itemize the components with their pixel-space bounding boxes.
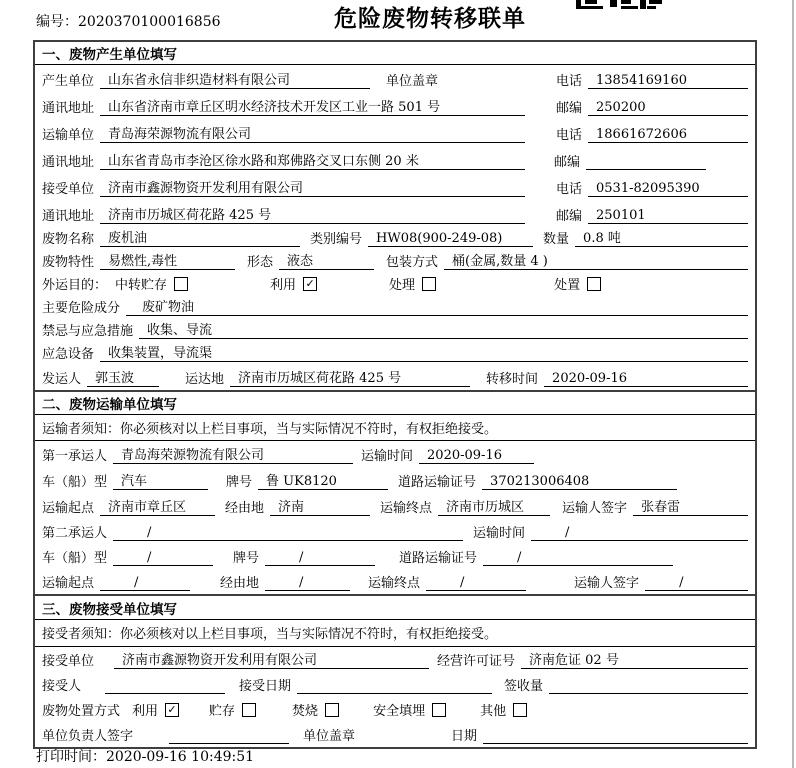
receive-unit-label: 接受单位 <box>42 654 95 669</box>
hazard-row <box>35 296 755 319</box>
waste-code-label: 类别编号 <box>310 232 363 247</box>
carrier-sign-label: 运输人签字 <box>562 501 628 516</box>
transporter-phone-label: 电话 <box>555 128 582 143</box>
producer-zip-value: 250200 <box>588 100 748 116</box>
first-carrier-row <box>35 441 755 467</box>
carrier-sign-value: 张春雷 <box>633 496 748 516</box>
carrier2-sign-label: 运输人签字 <box>574 576 640 591</box>
signed-amount-value <box>549 678 748 694</box>
sender-label: 发运人 <box>42 372 82 387</box>
vehicle-type-value: 汽车 <box>113 470 208 490</box>
accept-date-label: 接受日期 <box>239 679 292 694</box>
serial-number: 2020370100016856 <box>78 14 221 30</box>
hazard-value: 废矿物油 <box>126 296 748 316</box>
equipment-value: 收集装置，导流渠 <box>100 342 748 362</box>
receive-notice-row <box>35 620 755 647</box>
purpose-option-transfer-storage <box>115 274 188 293</box>
transporter-unit-label: 运输单位 <box>42 128 95 143</box>
disposal-option-label: 其他 <box>480 704 507 719</box>
vehicle2-row <box>35 544 755 569</box>
waste-name-row <box>35 227 755 250</box>
taboo-value: 收集、导流 <box>139 319 748 339</box>
accept-date-value <box>297 678 492 694</box>
transporter-zip-label: 邮编 <box>553 155 580 170</box>
plate2-label: 牌号 <box>233 551 260 566</box>
receiver-unit-value: 济南市鑫源物资开发利用有限公司 <box>100 177 525 197</box>
accept-person-label: 接受人 <box>42 679 82 694</box>
purpose-label: 外运目的： <box>42 278 108 293</box>
license-label: 经营许可证号 <box>437 654 516 669</box>
disposal-option-label: 焚烧 <box>292 704 319 719</box>
waste-form-label: 形态 <box>247 255 274 270</box>
producer-address-label: 通讯地址 <box>42 101 95 116</box>
waste-name-value: 废机油 <box>100 227 300 247</box>
plate2-value: / <box>265 550 375 566</box>
waste-trait-value: 易燃性,毒性 <box>100 250 235 270</box>
producer-unit-label: 产生单位 <box>42 74 95 89</box>
transfer-form <box>33 40 757 749</box>
disposal-option-store <box>209 700 256 719</box>
receiver-phone-value: 0531-82095390 <box>588 181 748 197</box>
route-end-value: 济南市历城区 <box>438 496 550 516</box>
road-cert2-value: / <box>483 550 673 566</box>
taboo-row <box>35 319 755 342</box>
section-receive <box>35 594 755 747</box>
checkbox-landfill-icon <box>432 703 446 717</box>
print-time-line <box>36 746 254 766</box>
second-carrier-row <box>35 519 755 544</box>
disposal-label: 废物处置方式 <box>42 704 121 719</box>
disposal-option-landfill <box>373 700 446 719</box>
destination-label: 运达地 <box>185 372 225 387</box>
signoff-row <box>35 722 755 747</box>
road-cert-label: 道路运输证号 <box>398 475 477 490</box>
plate-label: 牌号 <box>226 475 253 490</box>
route2-end-label: 运输终点 <box>368 576 421 591</box>
print-time-value: 2020-09-16 10:49:51 <box>106 749 255 765</box>
equipment-label: 应急设备 <box>42 347 95 362</box>
transport-time2-value: / <box>531 525 748 541</box>
waste-code-value: HW08(900-249-08) <box>368 231 533 247</box>
transporter-phone-value: 18661672606 <box>588 127 748 143</box>
receive-notice-text: 接受者须知：你必须核对以上栏目事项，当与实际情况不符时，有权拒绝接受。 <box>42 627 498 642</box>
receiver-phone-label: 电话 <box>555 182 582 197</box>
route-via-label: 经由地 <box>225 501 265 516</box>
section2-header: 二、废物运输单位填写 <box>35 392 755 415</box>
transport-time2-label: 运输时间 <box>473 526 526 541</box>
receiver-address-value: 济南市历城区荷花路 425 号 <box>100 204 525 224</box>
equipment-row <box>35 342 755 365</box>
route-via-value: 济南 <box>270 496 370 516</box>
disposal-option-label: 利用 <box>132 704 159 719</box>
transporter-address-row <box>35 146 755 173</box>
transporter-address-value: 山东省青岛市李沧区徐水路和郑佛路交叉口东侧 20 米 <box>100 150 525 170</box>
producer-phone-label: 电话 <box>555 74 582 89</box>
route2-via-label: 经由地 <box>220 576 260 591</box>
sender-value: 郭玉波 <box>87 367 159 387</box>
route-start-label: 运输起点 <box>42 501 95 516</box>
vehicle-type2-label: 车（船）型 <box>42 551 108 566</box>
vehicle-type-label: 车（船）型 <box>42 475 108 490</box>
transporter-unit-value: 青岛海荣源物流有限公司 <box>100 123 525 143</box>
accept-row <box>35 672 755 697</box>
checkbox-store-icon <box>242 703 256 717</box>
producer-address-row <box>35 92 755 119</box>
purpose-option-treat <box>389 274 436 293</box>
producer-phone-value: 13854169160 <box>588 73 748 89</box>
second-carrier-value: / <box>113 525 463 541</box>
section3-header: 三、废物接受单位填写 <box>35 596 755 620</box>
route2-start-label: 运输起点 <box>42 576 95 591</box>
route2-end-value: / <box>426 575 526 591</box>
second-carrier-label: 第二承运人 <box>42 526 108 541</box>
checkbox-utilize-icon: ✓ <box>303 277 317 291</box>
section-producer <box>35 42 755 390</box>
serial-number-line <box>36 11 221 31</box>
producer-zip-label: 邮编 <box>555 101 582 116</box>
producer-address-value: 山东省济南市章丘区明水经济技术开发区工业一路 501 号 <box>100 96 525 116</box>
qr-code-fragment-icon <box>576 0 668 9</box>
unit-stamp-label: 单位盖章 <box>386 74 439 89</box>
receiver-unit-label: 接受单位 <box>42 182 95 197</box>
road-cert2-label: 道路运输证号 <box>399 551 478 566</box>
transporter-zip-value <box>586 154 706 170</box>
disposal-option-utilize <box>132 700 179 719</box>
purpose-option-label: 处理 <box>389 278 416 293</box>
waste-qty-value: 0.8 吨 <box>575 227 748 247</box>
section1-header: 一、废物产生单位填写 <box>35 42 755 65</box>
responsible-sign-value <box>169 728 289 744</box>
checkbox-utilize2-icon: ✓ <box>165 703 179 717</box>
route2-via-value: / <box>265 575 350 591</box>
accept-person-value <box>105 678 225 694</box>
receiver-address-label: 通讯地址 <box>42 209 95 224</box>
vehicle1-row <box>35 467 755 493</box>
route-start-value: 济南市章丘区 <box>100 496 215 516</box>
dispatch-row <box>35 365 755 390</box>
transfer-time-label: 转移时间 <box>486 372 539 387</box>
license-value: 济南危证 02 号 <box>521 649 748 669</box>
purpose-option-utilize <box>270 274 317 293</box>
checkbox-other-icon <box>513 703 527 717</box>
first-carrier-label: 第一承运人 <box>42 449 108 464</box>
signoff-date-label: 日期 <box>451 729 478 744</box>
receiver-zip-value: 250101 <box>588 208 748 224</box>
first-carrier-value: 青岛海荣源物流有限公司 <box>113 444 353 464</box>
taboo-label: 禁忌与应急措施 <box>42 324 134 339</box>
form-title: 危险废物转移联单 <box>334 5 526 32</box>
hazard-label: 主要危险成分 <box>42 301 121 316</box>
transporter-address-label: 通讯地址 <box>42 155 95 170</box>
receiver-address-row <box>35 200 755 227</box>
receive-unit-value: 济南市鑫源物资开发利用有限公司 <box>114 649 429 669</box>
transport-notice-row <box>35 415 755 441</box>
producer-unit-value: 山东省永信非织造材料有限公司 <box>100 69 370 89</box>
waste-trait-label: 废物特性 <box>42 255 95 270</box>
signed-amount-label: 签收量 <box>504 679 544 694</box>
carrier2-sign-value: / <box>645 575 748 591</box>
page-edge-divider <box>792 0 794 768</box>
route2-row <box>35 569 755 594</box>
transporter-unit-row <box>35 119 755 146</box>
checkbox-dispose-icon <box>587 277 601 291</box>
section-transport <box>35 390 755 594</box>
transport-time-label: 运输时间 <box>361 449 414 464</box>
waste-pack-value: 桶(金属,数量 4 ) <box>444 250 748 270</box>
responsible-sign-label: 单位负责人签字 <box>42 729 134 744</box>
receive-unit-row <box>35 647 755 672</box>
plate-value: 鲁 UK8120 <box>258 470 388 490</box>
disposal-option-label: 安全填埋 <box>373 704 426 719</box>
purpose-row <box>35 273 755 296</box>
road-cert-value: 370213006408 <box>482 474 677 490</box>
checkbox-treat-icon <box>422 277 436 291</box>
vehicle-type2-value: / <box>113 550 213 566</box>
route1-row <box>35 493 755 519</box>
disposal-option-incinerate <box>292 700 339 719</box>
waste-pack-label: 包装方式 <box>386 255 439 270</box>
waste-qty-label: 数量 <box>543 232 570 247</box>
transport-time-value: 2020-09-16 <box>419 448 534 464</box>
disposal-row <box>35 697 755 722</box>
purpose-option-label: 利用 <box>270 278 297 293</box>
disposal-option-label: 贮存 <box>209 704 236 719</box>
serial-label: 编号： <box>36 14 78 30</box>
waste-traits-row <box>35 250 755 273</box>
waste-form-value: 液态 <box>279 250 374 270</box>
waste-name-label: 废物名称 <box>42 232 95 247</box>
disposal-option-other <box>480 700 527 719</box>
purpose-option-label: 处置 <box>554 278 581 293</box>
transport-notice-text: 运输者须知：你必须核对以上栏目事项，当与实际情况不符时，有权拒绝接受。 <box>42 421 498 437</box>
transfer-time-value: 2020-09-16 <box>544 371 748 387</box>
receiver-zip-label: 邮编 <box>555 209 582 224</box>
destination-value: 济南市历城区荷花路 425 号 <box>230 367 470 387</box>
route-end-label: 运输终点 <box>380 501 433 516</box>
signoff-date-value <box>483 728 748 744</box>
checkbox-incinerate-icon <box>325 703 339 717</box>
unit-stamp2-label: 单位盖章 <box>303 729 356 744</box>
checkbox-transfer-storage-icon <box>174 277 188 291</box>
producer-unit-row <box>35 65 755 92</box>
route2-start-value: / <box>100 575 190 591</box>
print-time-label: 打印时间： <box>36 749 106 765</box>
receiver-unit-row <box>35 173 755 200</box>
purpose-option-dispose <box>554 274 601 293</box>
purpose-option-label: 中转贮存 <box>115 278 168 293</box>
